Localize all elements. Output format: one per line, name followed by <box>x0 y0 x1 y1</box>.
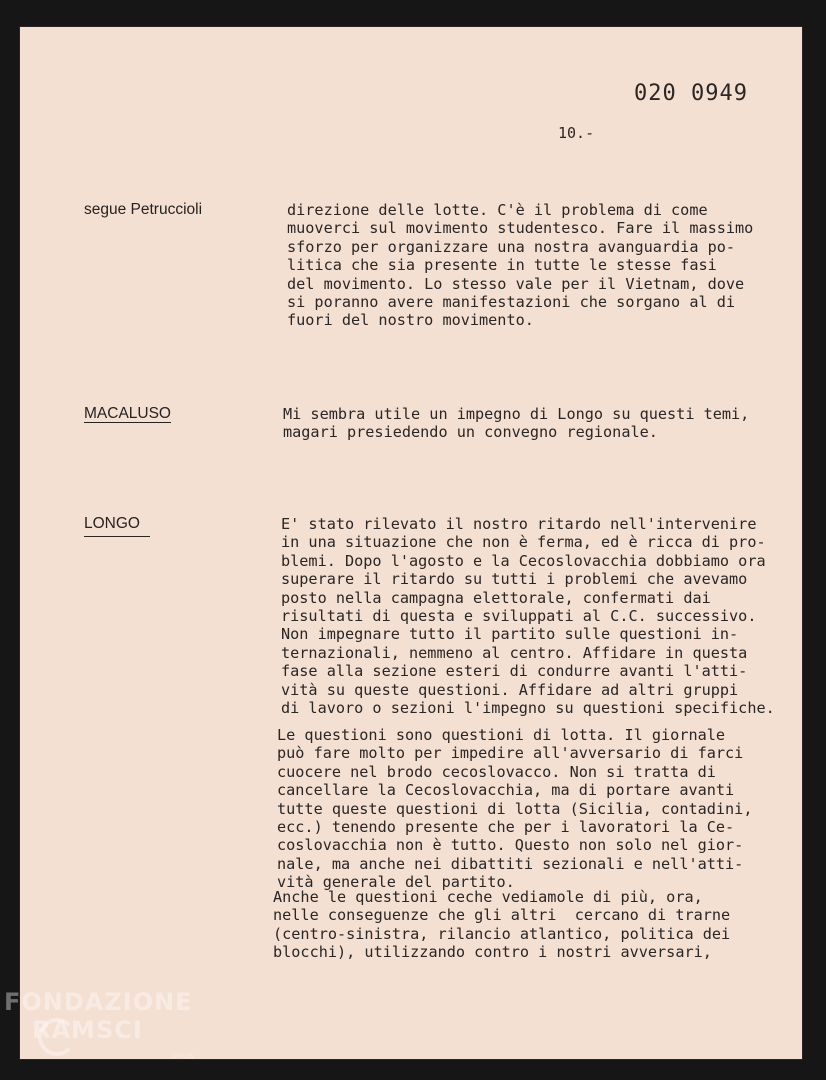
text-line: magari presiedendo un convegno regionale. <box>283 423 658 442</box>
text-line: ternazionali, nemmeno al centro. Affidare in questa <box>281 643 748 662</box>
text-line: coslovacchia non è tutto. Questo non solo nel gior- <box>277 836 744 855</box>
fondazione-gramsci-watermark <box>4 988 194 1060</box>
text-line: sforzo per organizzare una nostra avanguardia po- <box>287 237 736 256</box>
watermark-line2: RAMSCI <box>32 1016 143 1044</box>
text-line: nelle conseguenze che gli altri cercano di trarne <box>273 906 731 925</box>
text-line: fase alla sezione esteri di condurre avanti l'atti- <box>281 662 748 681</box>
text-line: vità su queste questioni. Affidare ad altri gruppi <box>281 680 739 699</box>
speaker-longo-label: LONGO <box>84 515 140 532</box>
text-line: in una situazione che non è ferma, ed è ricca di pro- <box>281 533 766 552</box>
text-line: direzione delle lotte. C'è il problema di come <box>287 201 708 219</box>
paragraph-longo-3 <box>273 888 730 962</box>
paragraph-longo-1 <box>281 515 775 717</box>
paragraph-petruccioli <box>287 201 753 330</box>
text-line: Le questioni sono questioni di lotta. Il giornale <box>277 726 726 744</box>
text-line: (centro-sinistra, rilancio atlantico, politica dei <box>273 924 731 943</box>
text-line: tutte queste questioni di lotta (Sicilia, contadini, <box>277 799 753 818</box>
page-number: 10.- <box>558 124 595 142</box>
text-line: vità generale del partito. <box>277 873 515 892</box>
text-line: muoverci sul movimento studentesco. Fare il massimo <box>287 219 754 238</box>
text-line: ecc.) tenendo presente che per i lavoratori la Ce- <box>277 818 735 837</box>
text-line: risultati di questa e sviluppati al C.C. successivo. <box>281 607 757 626</box>
paragraph-longo-2 <box>277 726 752 892</box>
text-line: fuori del nostro movimento. <box>287 311 534 330</box>
archive-stamp-number: 020 0949 <box>634 81 748 106</box>
text-line: posto nella campagna elettorale, confermati dai <box>281 588 711 607</box>
text-line: superare il ritardo su tutti i problemi che avevamo <box>281 570 748 589</box>
text-line: si poranno avere manifestazioni che sorgano al di <box>287 293 736 312</box>
watermark-g-icon <box>38 1018 76 1056</box>
text-line: cancellare la Cecoslovacchia, ma di portare avanti <box>277 781 735 800</box>
watermark-line1: FONDAZIONE <box>4 988 193 1016</box>
text-line: blemi. Dopo l'agosto e la Cecoslovacchia dobbiamo ora <box>281 551 766 570</box>
text-line: del movimento. Lo stesso vale per il Vietnam, dove <box>287 274 745 293</box>
text-line: nale, ma anche nei dibattiti sezionali e nell'atti- <box>277 854 744 873</box>
text-line: Anche le questioni ceche vediamole di più, ora, <box>273 888 703 906</box>
speaker-macaluso: MACALUSO <box>84 405 171 422</box>
text-line: blocchi), utilizzando contro i nostri avversari, <box>273 943 712 962</box>
speaker-longo <box>84 515 150 537</box>
watermark-suffix: onlus <box>172 1051 194 1060</box>
text-line: litica che sia presente in tutte le stesse fasi <box>287 256 717 275</box>
text-line: Mi sembra utile un impegno di Longo su questi temi, <box>283 405 750 423</box>
text-line: di lavoro o sezioni l'impegno su questioni specifiche. <box>281 699 775 718</box>
text-line: cuocere nel brodo cecoslovacco. Non si tratta di <box>277 762 716 781</box>
text-line: può fare molto per impedire all'avversario di farci <box>277 744 744 763</box>
text-line: E' stato rilevato il nostro ritardo nell'intervenire <box>281 515 757 533</box>
speaker-underline <box>84 536 150 537</box>
paragraph-macaluso <box>283 405 749 442</box>
text-line: Non impegnare tutto il partito sulle questioni in- <box>281 625 739 644</box>
speaker-petruccioli: segue Petruccioli <box>84 201 203 218</box>
